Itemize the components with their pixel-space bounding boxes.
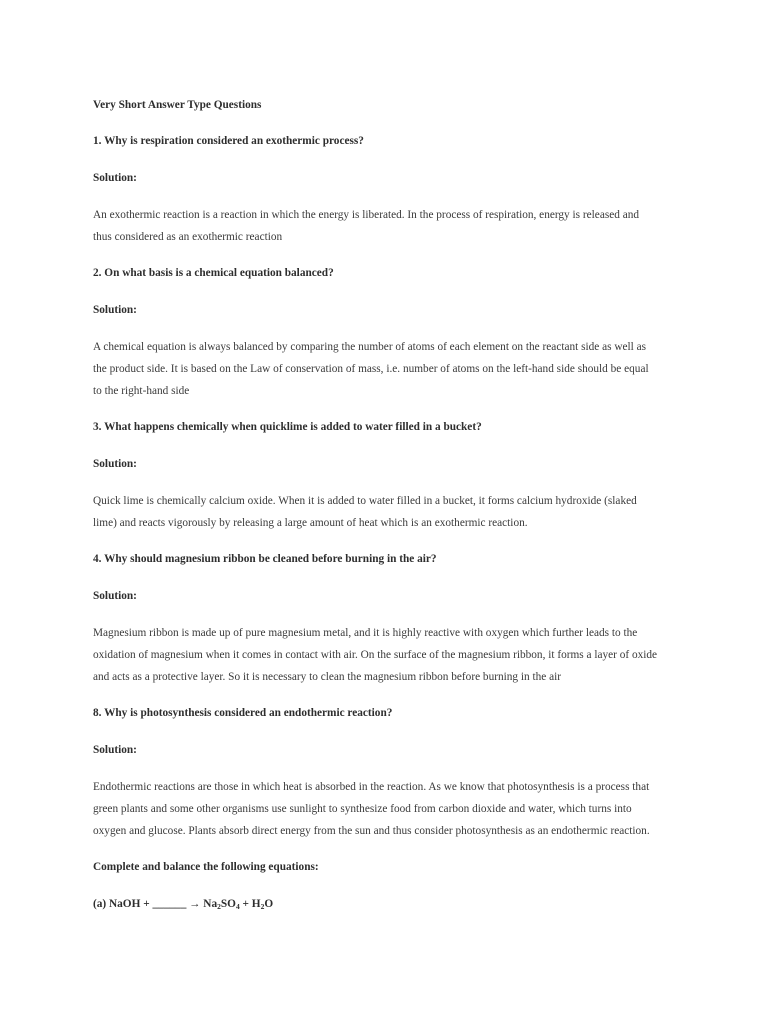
question-text: 2. On what basis is a chemical equation balanced? bbox=[93, 267, 334, 279]
exercise-heading: Complete and balance the following equations: bbox=[93, 861, 319, 873]
qa-list bbox=[93, 130, 676, 842]
answer-line: oxidation of magnesium when it comes in contact with air. On the surface of the magnesium ribbon, it forms a layer of oxide bbox=[93, 649, 658, 661]
answer-line: An exothermic reaction is a reaction in which the energy is liberated. In the process of respiration, energy is released and bbox=[93, 209, 640, 221]
equation-part: + H bbox=[239, 898, 261, 910]
qa-block bbox=[93, 548, 676, 688]
answer-line: Magnesium ribbon is made up of pure magnesium metal, and it is highly reactive with oxygen which further leads to the bbox=[93, 627, 638, 639]
answer-line: the product side. It is based on the Law of conservation of mass, i.e. number of atoms on the left-hand side should be equal bbox=[93, 363, 649, 375]
answer-paragraph bbox=[93, 490, 676, 534]
equation-part: O bbox=[264, 898, 274, 910]
solution-label: Solution: bbox=[93, 744, 137, 756]
solution-label: Solution: bbox=[93, 304, 137, 316]
qa-block bbox=[93, 702, 676, 842]
question-text: 3. What happens chemically when quicklime is added to water filled in a bucket? bbox=[93, 421, 482, 433]
answer-line: A chemical equation is always balanced by comparing the number of atoms of each element on the reactant side as well as bbox=[93, 341, 647, 353]
qa-block bbox=[93, 416, 676, 534]
answer-line: Endothermic reactions are those in which heat is absorbed in the reaction. As we know that photosynthesis is a process that bbox=[93, 781, 650, 793]
answer-line: Quick lime is chemically calcium oxide. When it is added to water filled in a bucket, it forms calcium hydroxide (slaked bbox=[93, 495, 637, 507]
section-heading: Very Short Answer Type Questions bbox=[93, 99, 262, 111]
answer-paragraph bbox=[93, 336, 676, 402]
answer-paragraph bbox=[93, 204, 676, 248]
question-text: 4. Why should magnesium ribbon be cleaned before burning in the air? bbox=[93, 553, 437, 565]
qa-block bbox=[93, 262, 676, 402]
solution-label: Solution: bbox=[93, 172, 137, 184]
equation-part: (a) NaOH + ______ → Na bbox=[93, 898, 218, 910]
solution-label: Solution: bbox=[93, 458, 137, 470]
equation-subscript: 2 bbox=[217, 902, 221, 911]
equation-subscript: 4 bbox=[235, 902, 240, 911]
question-text: 1. Why is respiration considered an exothermic process? bbox=[93, 135, 364, 147]
question-text: 8. Why is photosynthesis considered an endothermic reaction? bbox=[93, 707, 393, 719]
qa-block bbox=[93, 130, 676, 248]
answer-line: thus considered as an exothermic reaction bbox=[93, 231, 283, 243]
equation-part: SO bbox=[220, 898, 236, 910]
answer-line: lime) and reacts vigorously by releasing a large amount of heat which is an exothermic reaction. bbox=[93, 517, 528, 529]
answer-line: oxygen and glucose. Plants absorb direct energy from the sun and thus consider photosynthesis as an endothermic reaction. bbox=[93, 825, 650, 837]
answer-paragraph bbox=[93, 776, 676, 842]
answer-line: and acts as a protective layer. So it is necessary to clean the magnesium ribbon before burning in the air bbox=[93, 671, 562, 683]
answer-line: to the right-hand side bbox=[93, 385, 190, 397]
equation-subscript: 2 bbox=[260, 902, 265, 911]
solution-label: Solution: bbox=[93, 590, 137, 602]
answer-paragraph bbox=[93, 622, 676, 688]
answer-line: green plants and some other organisms use sunlight to synthesize food from carbon dioxide and water, which turns into bbox=[93, 803, 632, 815]
equation-a bbox=[93, 893, 676, 915]
